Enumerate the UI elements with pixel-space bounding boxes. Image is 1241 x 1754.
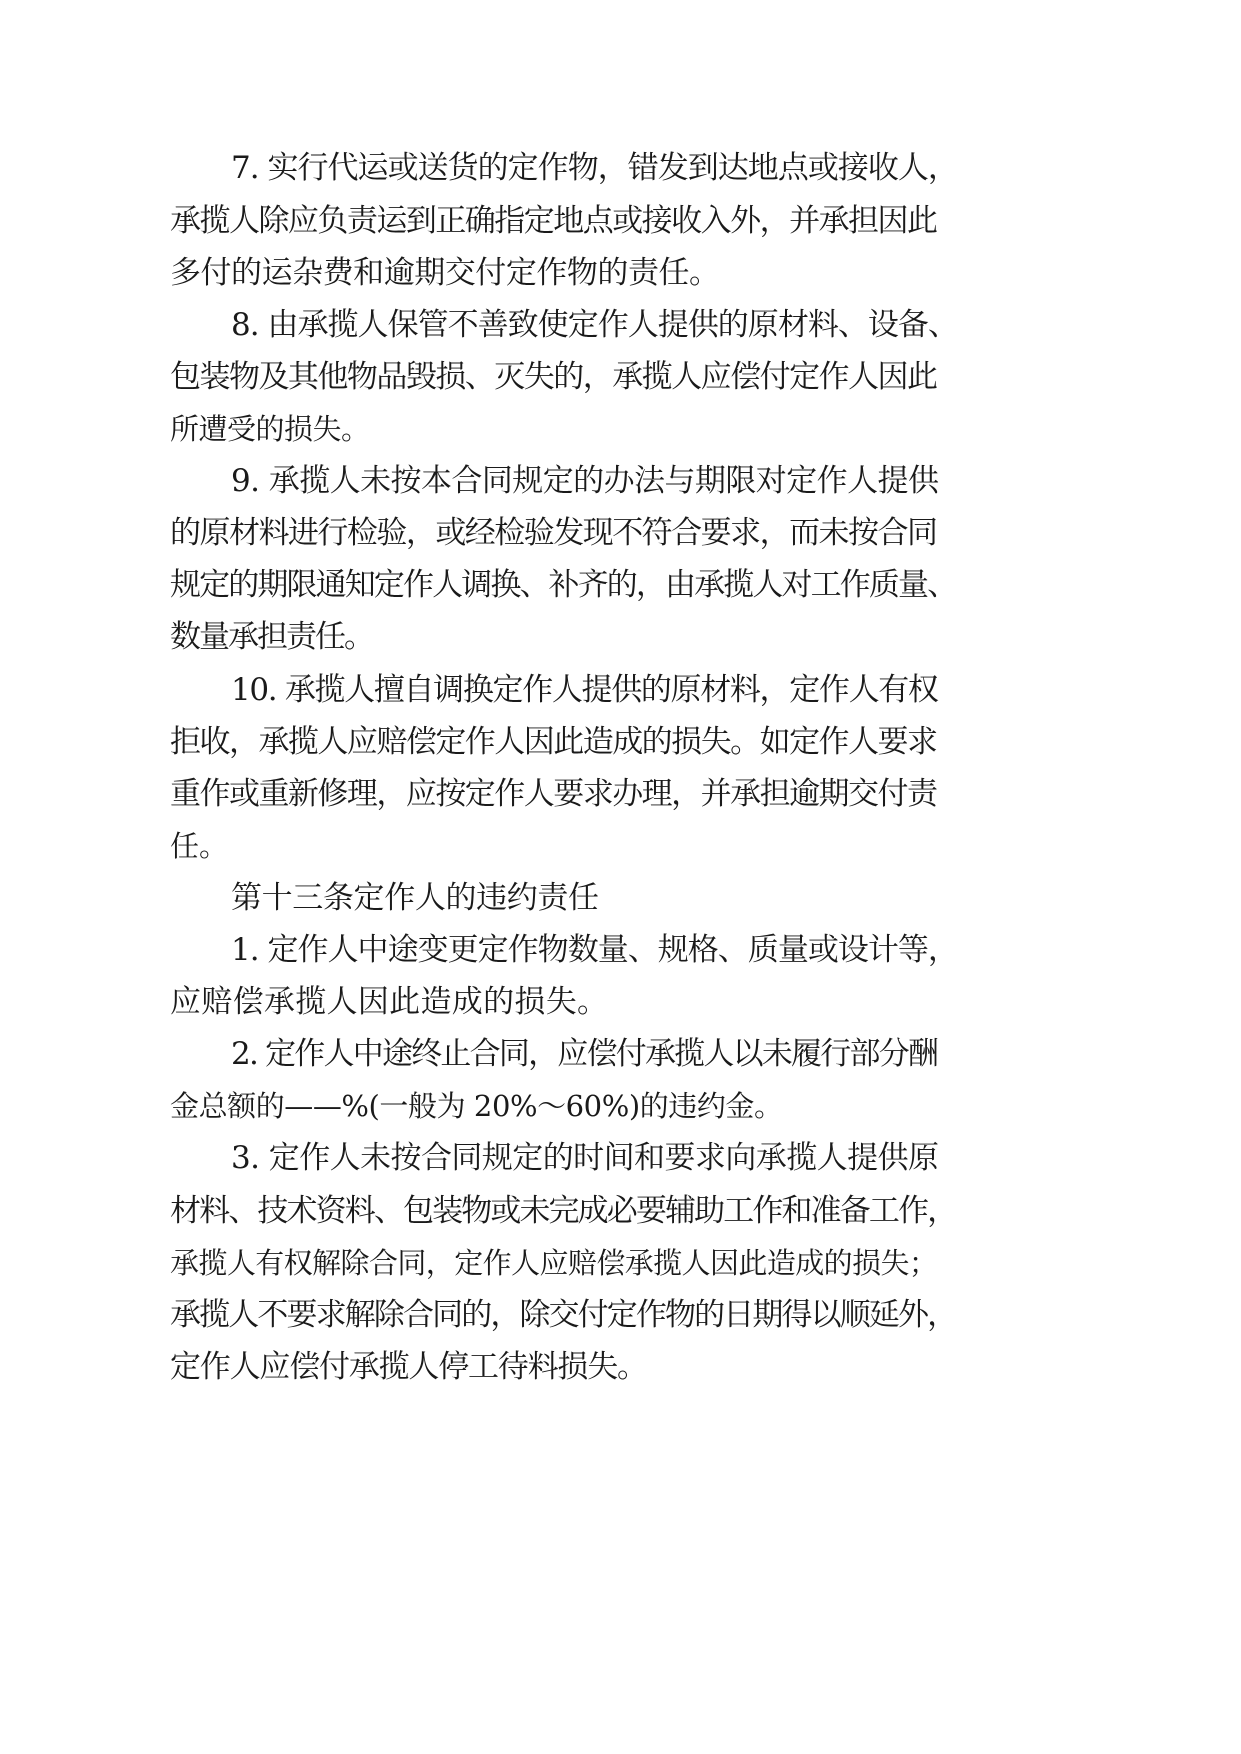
text-line: [0, 201, 1241, 241]
line-text: 材料、技术资料、包装物或未完成必要辅助工作和准备工作，: [170, 1193, 957, 1229]
line-text: 所遭受的损失。: [170, 412, 370, 446]
text-line: [0, 670, 1241, 710]
text-line: [0, 565, 1241, 605]
text-line: [0, 148, 1241, 188]
line-text: 金总额的——%(一般为 20%～60%)的违约金。: [170, 1089, 783, 1123]
line-text: 第十三条定作人的违约责任: [231, 880, 599, 916]
line-text: 1. 定作人中途变更定作物数量、规格、质量或设计等，: [231, 932, 958, 968]
text-line: [0, 357, 1241, 397]
line-text: 任。: [170, 829, 228, 863]
text-line: [0, 1138, 1241, 1178]
line-text: 3. 定作人未按合同规定的时间和要求向承揽人提供原: [231, 1140, 939, 1176]
text-line: [0, 1034, 1241, 1074]
text-line: [0, 982, 1241, 1022]
line-text: 重作或重新修理，应按定作人要求办理，并承担逾期交付责: [170, 776, 937, 812]
text-line: [0, 305, 1241, 345]
line-text: 包装物及其他物品毁损、灭失的，承揽人应偿付定作人因此: [170, 359, 937, 395]
text-line: [0, 1086, 1241, 1126]
line-text: 定作人应偿付承揽人停工待料损失。: [170, 1349, 647, 1385]
text-line: [0, 253, 1241, 293]
text-line: [0, 617, 1241, 657]
line-text: 规定的期限通知定作人调换、补齐的，由承揽人对工作质量、: [170, 567, 957, 603]
text-line: [0, 409, 1241, 449]
line-text: 的原材料进行检验，或经检验发现不符合要求，而未按合同: [170, 515, 937, 551]
line-text: 承揽人不要求解除合同的，除交付定作物的日期得以顺延外，: [170, 1297, 957, 1333]
text-line: [0, 461, 1241, 501]
text-line: [0, 513, 1241, 553]
line-text: 拒收，承揽人应赔偿定作人因此造成的损失。如定作人要求: [170, 724, 937, 760]
text-line: [0, 1191, 1241, 1231]
text-line: [0, 1295, 1241, 1335]
text-line: [0, 774, 1241, 814]
line-text: 数量承担责任。: [170, 619, 373, 655]
text-line: [0, 1243, 1241, 1283]
line-text: 承揽人除应负责运到正确指定地点或接收入外，并承担因此: [170, 203, 937, 239]
line-text: 10. 承揽人擅自调换定作人提供的原材料，定作人有权: [231, 672, 938, 708]
line-text: 9. 承揽人未按本合同规定的办法与期限对定作人提供: [231, 463, 939, 499]
text-line: [0, 930, 1241, 970]
text-line: [0, 1347, 1241, 1387]
line-text: 8. 由承揽人保管不善致使定作人提供的原材料、设备、: [231, 307, 958, 343]
text-line: [0, 722, 1241, 762]
text-line: [0, 878, 1241, 918]
line-text: 7. 实行代运或送货的定作物，错发到达地点或接收人，: [231, 150, 958, 186]
line-text: 2. 定作人中途终止合同，应偿付承揽人以未履行部分酬: [231, 1036, 938, 1072]
text-line: [0, 826, 1241, 866]
line-text: 多付的运杂费和逾期交付定作物的责任。: [170, 255, 720, 291]
line-text: 承揽人有权解除合同，定作人应赔偿承揽人因此造成的损失；: [170, 1246, 938, 1280]
line-text: 应赔偿承揽人因此造成的损失。: [170, 984, 609, 1020]
